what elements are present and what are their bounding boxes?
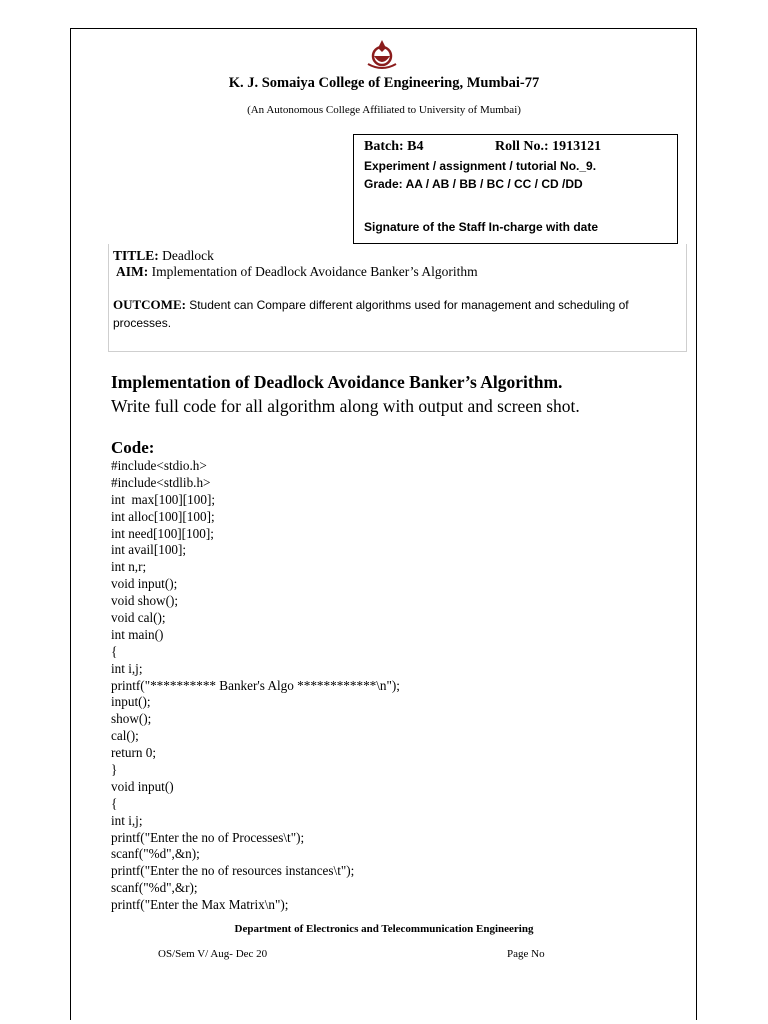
title-label: TITLE: [113,248,159,263]
code-line: void input(); [111,576,178,592]
code-line: { [111,795,118,811]
code-line: void input() [111,778,174,794]
department-footer: Department of Electronics and Telecommunication Engineering [234,923,534,935]
experiment-info-box [108,244,687,352]
code-line: int i,j; [111,812,143,828]
code-line: { [111,643,118,659]
code-line: void cal(); [111,610,166,626]
outcome-label: OUTCOME: [113,297,186,312]
code-line: printf("********** Banker's Algo ************\n"); [111,677,400,693]
outcome-value: Student can Compare different algorithms used for management and scheduling of processes. [113,298,629,330]
code-block [111,458,400,914]
aim-value: Implementation of Deadlock Avoidance Banker’s Algorithm [151,264,478,279]
course-footer: OS/Sem V/ Aug- Dec 20 [158,948,268,960]
code-line: int max[100][100]; [111,491,216,507]
code-line: #include<stdio.h> [111,458,207,473]
code-line: #include<stdlib.h> [111,474,211,490]
grade-options: Grade: AA / AB / BB / BC / CC / CD /DD [364,177,583,191]
code-line: scanf("%d",&r); [111,880,198,896]
code-line: printf("Enter the no of resources instances\t"); [111,863,355,879]
college-name: K. J. Somaiya College of Engineering, Mumbai-77 [228,75,540,91]
code-line: int avail[100]; [111,542,187,558]
roll-number: Roll No.: 1913121 [495,139,602,154]
college-subtitle: (An Autonomous College Affiliated to University of Mumbai) [247,104,521,116]
code-line: int alloc[100][100]; [111,508,215,524]
instruction-text: Write full code for all algorithm along with output and screen shot. [111,396,580,416]
code-heading: Code: [111,438,155,457]
code-line: int i,j; [111,660,143,676]
page-number-footer: Page No [507,948,545,960]
title-value: Deadlock [162,248,214,263]
college-logo [362,38,402,72]
code-line: show(); [111,711,152,727]
experiment-number: Experiment / assignment / tutorial No._9. [364,159,597,173]
batch-info-box [353,134,678,244]
code-line: void show(); [111,593,179,609]
aim-row [116,264,478,280]
code-line: input(); [111,694,151,710]
code-line: cal(); [111,728,139,744]
staff-signature-label: Signature of the Staff In-charge with date [364,220,599,234]
aim-label: AIM: [116,264,149,279]
code-line: int main() [111,626,164,642]
section-heading: Implementation of Deadlock Avoidance Banker’s Algorithm. [111,372,563,392]
code-line: return 0; [111,745,157,761]
code-line: scanf("%d",&n); [111,846,200,862]
title-row [113,248,214,264]
batch-line [364,139,602,155]
outcome-row [113,296,673,332]
code-line: } [111,762,118,778]
code-line: printf("Enter the no of Processes\t"); [111,829,305,845]
code-line: int need[100][100]; [111,525,214,541]
code-line: int n,r; [111,559,147,575]
batch-label: Batch: B4 [364,139,424,154]
code-line: printf("Enter the Max Matrix\n"); [111,897,289,913]
